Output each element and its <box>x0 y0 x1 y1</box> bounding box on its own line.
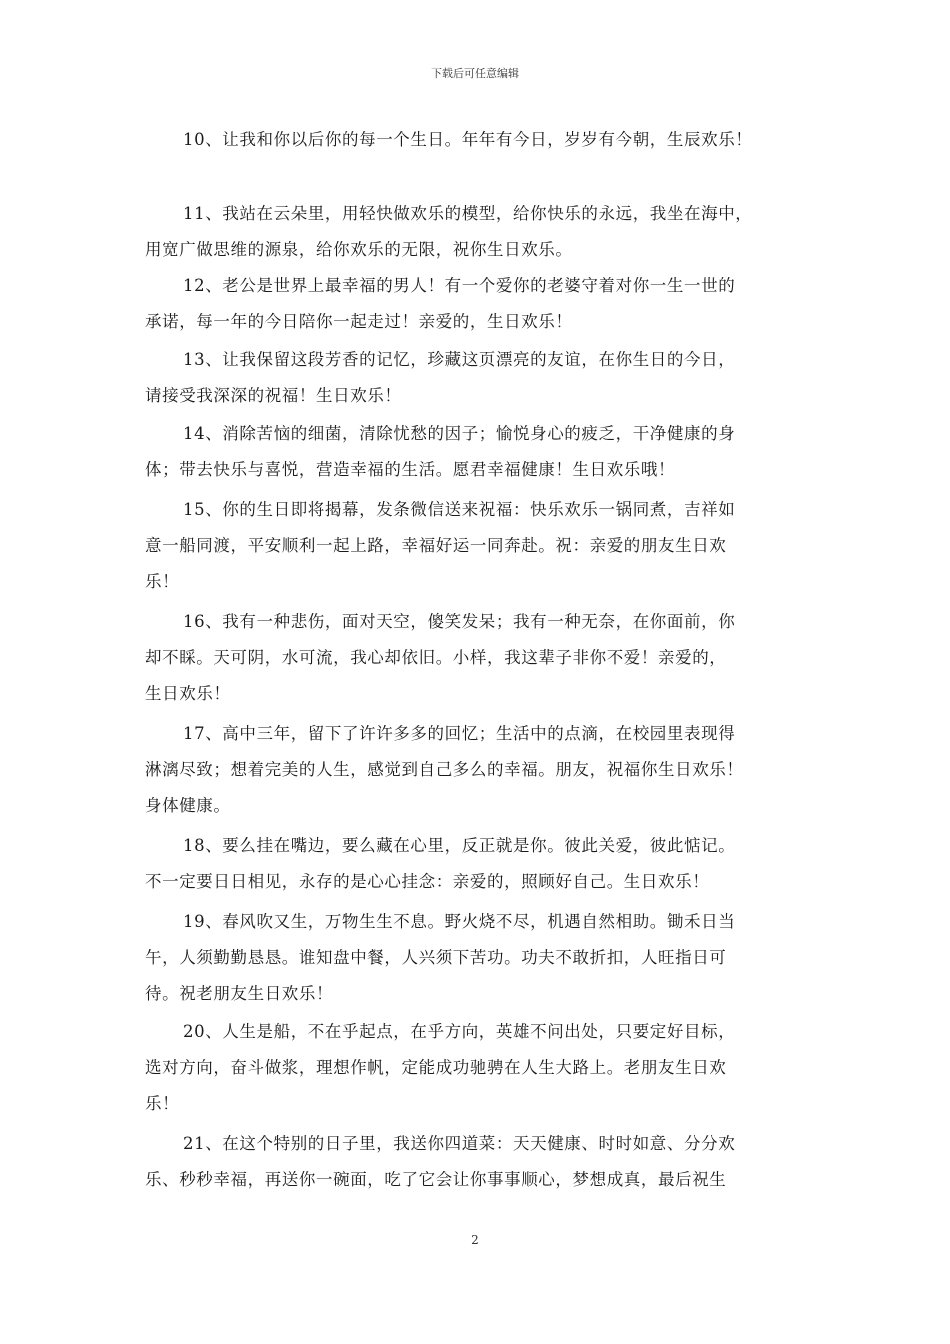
paragraph-line: 乐！ <box>145 572 180 591</box>
paragraph-line: 待。祝老朋友生日欢乐！ <box>145 984 334 1003</box>
paragraph-line: 选对方向，奋斗做浆，理想作帆，定能成功驰骋在人生大路上。老朋友生日欢 <box>145 1058 727 1077</box>
paragraph-line: 生日欢乐！ <box>145 684 231 703</box>
paragraph-line: 12、老公是世界上最幸福的男人！有一个爱你的老婆守着对你一生一世的 <box>183 276 736 295</box>
paragraph-line: 乐、秒秒幸福，再送你一碗面，吃了它会让你事事顺心，梦想成真，最后祝生 <box>145 1170 727 1189</box>
paragraph-17 <box>145 716 811 824</box>
paragraph-line: 不一定要日日相见，永存的是心心挂念：亲爱的，照顾好自己。生日欢乐！ <box>145 872 710 891</box>
paragraph-line: 乐！ <box>145 1094 180 1113</box>
paragraph-20 <box>145 1014 811 1122</box>
paragraph-line: 19、春风吹又生，万物生生不息。野火烧不尽，机遇自然相助。锄禾日当 <box>183 912 736 931</box>
paragraph-line: 21、在这个特别的日子里，我送你四道菜：天天健康、时时如意、分分欢 <box>183 1134 736 1153</box>
paragraph-13 <box>145 342 811 414</box>
paragraph-line: 承诺，每一年的今日陪你一起走过！亲爱的，生日欢乐！ <box>145 312 573 331</box>
paragraph-line: 11、我站在云朵里，用轻快做欢乐的模型，给你快乐的永远，我坐在海中， <box>183 204 753 223</box>
paragraph-15 <box>145 492 811 600</box>
paragraph-line: 午，人须勤勤恳恳。谁知盘中餐，人兴须下苦功。功夫不敢折扣，人旺指日可 <box>145 948 727 967</box>
paragraph-19 <box>145 904 811 1012</box>
paragraph-line: 淋漓尽致；想着完美的人生，感觉到自己多么的幸福。朋友，祝福你生日欢乐！ <box>145 760 744 779</box>
paragraph-line: 17、高中三年，留下了许许多多的回忆；生活中的点滴，在校园里表现得 <box>183 724 736 743</box>
paragraph-line: 请接受我深深的祝福！生日欢乐！ <box>145 386 402 405</box>
paragraph-line: 10、让我和你以后你的每一个生日。年年有今日，岁岁有今朝，生辰欢乐！ <box>183 130 753 149</box>
paragraph-21 <box>145 1126 811 1198</box>
page-number: 2 <box>471 1233 479 1247</box>
paragraph-line: 14、消除苦恼的细菌，清除忧愁的因子；愉悦身心的疲乏，干净健康的身 <box>183 424 736 443</box>
paragraph-line: 体；带去快乐与喜悦，营造幸福的生活。愿君幸福健康！生日欢乐哦！ <box>145 460 676 479</box>
paragraph-line: 身体健康。 <box>145 796 231 815</box>
paragraph-12 <box>145 268 811 340</box>
paragraph-line: 20、人生是船，不在乎起点，在乎方向，英雄不问出处，只要定好目标， <box>183 1022 736 1041</box>
paragraph-16 <box>145 604 811 712</box>
paragraph-line: 13、让我保留这段芳香的记忆，珍藏这页漂亮的友谊，在你生日的今日， <box>183 350 736 369</box>
paragraph-line: 18、要么挂在嘴边，要么藏在心里，反正就是你。彼此关爱，彼此惦记。 <box>183 836 736 855</box>
paragraph-line: 16、我有一种悲伤，面对天空，傻笑发呆；我有一种无奈，在你面前，你 <box>183 612 736 631</box>
paragraph-line: 意一船同渡，平安顺利一起上路，幸福好运一同奔赴。祝：亲爱的朋友生日欢 <box>145 536 727 555</box>
paragraph-10 <box>145 122 811 158</box>
paragraph-14 <box>145 416 811 488</box>
paragraph-11 <box>145 196 811 268</box>
paragraph-line: 却不睬。天可阴，水可流，我心却依旧。小样，我这辈子非你不爱！亲爱的， <box>145 648 727 667</box>
paragraph-line: 用宽广做思维的源泉，给你欢乐的无限，祝你生日欢乐。 <box>145 240 573 259</box>
page-header: 下载后可任意编辑 <box>431 67 519 80</box>
paragraph-18 <box>145 828 811 900</box>
paragraph-line: 15、你的生日即将揭幕，发条微信送来祝福：快乐欢乐一锅同煮，吉祥如 <box>183 500 736 519</box>
